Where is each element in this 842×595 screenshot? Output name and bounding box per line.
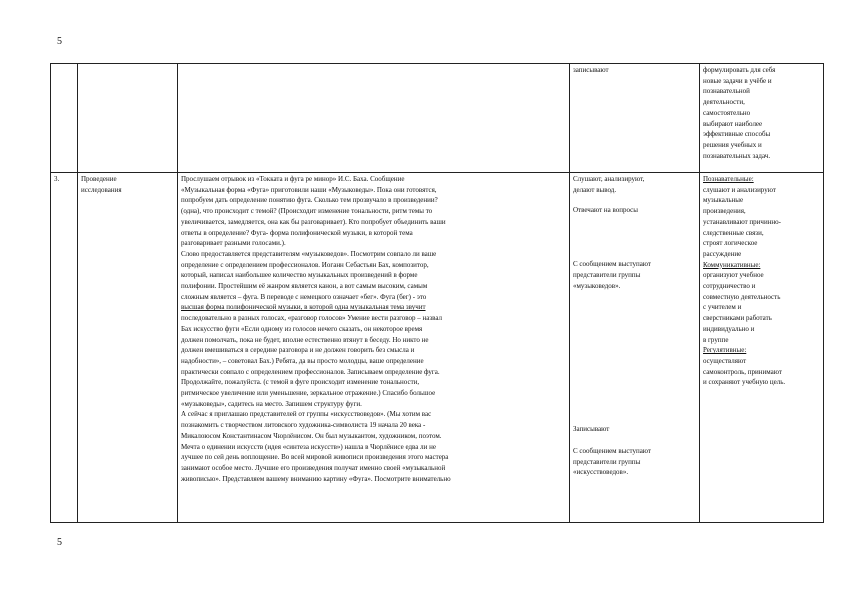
teacher-text-line: увеличивается, замедляется, она как бы разговаривает). Кто попробует объединить ваши — [181, 217, 446, 226]
teacher-text-line: А сейчас я приглашаю представителей от группы «искусствоведов». (Мы хотим вас — [181, 410, 432, 419]
row-number: 3. — [54, 175, 60, 183]
uud-line: выбирают наиболее — [703, 119, 763, 128]
teacher-text-line: занимают особое место. Лучшие его произведения получат именно своей «музыкальной — [181, 463, 446, 472]
uud-line: слушают и анализируют — [703, 185, 776, 194]
row2-teacher-cell — [178, 173, 570, 523]
teacher-text-line: Прослушаем отрывок из «Токката и фуга ре минор» И.С. Баха. Сообщение — [181, 175, 405, 183]
uud-line: устанавливают причинно- — [703, 217, 782, 226]
row1-num-cell — [51, 64, 78, 173]
uud-line: решения учебных и — [703, 140, 762, 149]
uud-line: произведения, — [703, 207, 746, 216]
uud-line: сотрудничество и — [703, 282, 756, 291]
teacher-text-line: сложным является – фуга. В переводе с немецкого означает «бег». Фуга (бег) - это — [181, 292, 427, 301]
teacher-text-line: практически совпало с определением профессионалов. Записываем определение фуга. — [181, 367, 440, 376]
uud-line: совместную деятельность — [703, 292, 781, 301]
uud-line: самостоятельно — [703, 108, 751, 117]
teacher-text-line: который, написал наибольшее количество музыкальных произведений в форме — [181, 271, 418, 280]
row2-num-cell — [51, 173, 78, 523]
teacher-text-line: последовательно в разных голосах, «разговор голосов» Умение вести разговор – назвал — [181, 314, 443, 323]
uud-line: и сохраняют учебную цель. — [703, 378, 786, 387]
row2-uud-cell — [700, 173, 824, 523]
uud-line: познавательной — [703, 87, 750, 96]
table-row — [51, 173, 824, 523]
teacher-text-line: «музыковеды», садитесь на место. Запишем структуру фуги. — [181, 399, 362, 408]
students-activity: записывают — [573, 66, 609, 74]
teacher-text-line: попробуем дать определение понятию фуга. Сколько тем прозвучало в произведении? — [181, 196, 438, 205]
teacher-text-line: высшая форма полифонической музыки, в которой одна музыкальная тема звучит — [181, 303, 426, 312]
teacher-text-line: живописью». Представляем вашему вниманию картину «Фуга». Посмотрите внимательно — [181, 474, 451, 483]
teacher-text-line: «Музыкальная форма «Фуга» приготовили наши «Музыковеды». Пока они готовятся, — [181, 185, 437, 194]
teacher-text-line: должен помолчать, пока не будет, вполне естественно втянут в беседу. Но никто не — [181, 335, 429, 344]
students-activity-line: представители группы — [573, 457, 641, 466]
lesson-table — [50, 63, 824, 523]
stage-title-line: Проведение — [81, 175, 117, 183]
teacher-text-line: Продолжайте, пожалуйста. (с темой в фуге происходит изменение тональности, — [181, 378, 420, 387]
uud-line: Коммуникативные: — [703, 260, 761, 269]
uud-line: с учителем и — [703, 303, 742, 312]
students-activity-line: «искусствоведов». — [573, 468, 629, 477]
teacher-text-line: должен вмешиваться в середине разговора и не должен говорить без смысла и — [181, 346, 415, 355]
teacher-text-line: Мечта о единении искусств (идея «синтеза искусств») нашла в Чюрлёнисе едва ли не — [181, 442, 436, 451]
teacher-text-line: определение с определением профессионалов. Иоганн Себастьян Бах, композитор, — [181, 260, 429, 269]
teacher-text-line: надобности», – советовал Бах.) Ребята, да вы просто молодцы, ваше определение — [181, 356, 424, 365]
teacher-text-line: (одна), что происходит с темой? (Происходит изменение тональности, ритм темы то — [181, 207, 433, 216]
teacher-text-line: ответы в определение? Фуга- форма полифонической музыки, в которой тема — [181, 228, 413, 237]
uud-line: строят логическое — [703, 239, 758, 248]
teacher-text-line: Микалоюсом Константинасом Чюрлёнисом. Он был музыкантом, художником, поэтом. — [181, 431, 442, 440]
uud-line: познавательных задач. — [703, 151, 771, 160]
uud-line: самоконтроль, принимают — [703, 367, 782, 376]
teacher-text-line: лучшее по сей день воплощение. Во всей мировой живописи произведения этого мастера — [181, 453, 449, 462]
uud-line: музыкальные — [703, 196, 744, 205]
teacher-text-line: Слово предоставляется представителям «музыковедов». Посмотрим совпало ли ваше — [181, 249, 437, 258]
students-activity-line: Записывают — [573, 425, 610, 434]
students-activity-line: Отвечают на вопросы — [573, 206, 638, 215]
row1-uud-cell — [700, 64, 824, 173]
page-number-top: 5 — [57, 36, 62, 47]
row2-students-cell — [570, 173, 700, 523]
students-activity-line: С сообщением выступают — [573, 260, 651, 269]
uud-line: деятельности, — [703, 98, 745, 107]
uud-line: сверстниками работать — [703, 314, 772, 323]
stage-title-line: исследования — [81, 185, 122, 194]
teacher-text-line: познакомить с творчеством литовского художника-символиста 19 начала 20 века - — [181, 421, 426, 430]
uud-line: формулировать для себя — [703, 66, 776, 74]
uud-line: Регулятивные: — [703, 346, 747, 355]
students-activity-line: делают вывод. — [573, 185, 617, 194]
uud-line: следственные связи, — [703, 228, 764, 237]
page-number-bottom: 5 — [57, 537, 62, 548]
uud-line: осуществляют — [703, 356, 747, 365]
uud-line: в группе — [703, 335, 729, 344]
students-activity-line: Слушают, анализируют, — [573, 175, 645, 183]
teacher-text-line: полифонии. Простейшим её жанром является канон, а вот самым высоким, самым — [181, 282, 428, 291]
teacher-text-line: разговаривает разными голосами.). — [181, 239, 286, 248]
table-row — [51, 64, 824, 173]
row2-stage-cell — [78, 173, 178, 523]
row1-teacher-cell — [178, 64, 570, 173]
uud-line: новые задачи в учёбе и — [703, 76, 772, 85]
teacher-text-line: Бах искусство фуги «Если одному из голосов нечего сказать, он некоторое время — [181, 324, 423, 333]
teacher-text-line: ритмическое увеличение или уменьшение, зеркальное отражение.) Спасибо большое — [181, 389, 436, 398]
uud-line: индивидуально и — [703, 324, 755, 333]
uud-line: организуют учебное — [703, 271, 764, 280]
uud-line: эффективные способы — [703, 130, 771, 139]
students-activity-line: С сообщением выступают — [573, 446, 651, 455]
row1-students-cell — [570, 64, 700, 173]
row1-stage-cell — [78, 64, 178, 173]
students-activity-line: «музыковедов». — [573, 281, 621, 290]
uud-line: рассуждение — [703, 249, 742, 258]
uud-line: Познавательные: — [703, 175, 754, 183]
students-activity-line: представители группы — [573, 270, 641, 279]
